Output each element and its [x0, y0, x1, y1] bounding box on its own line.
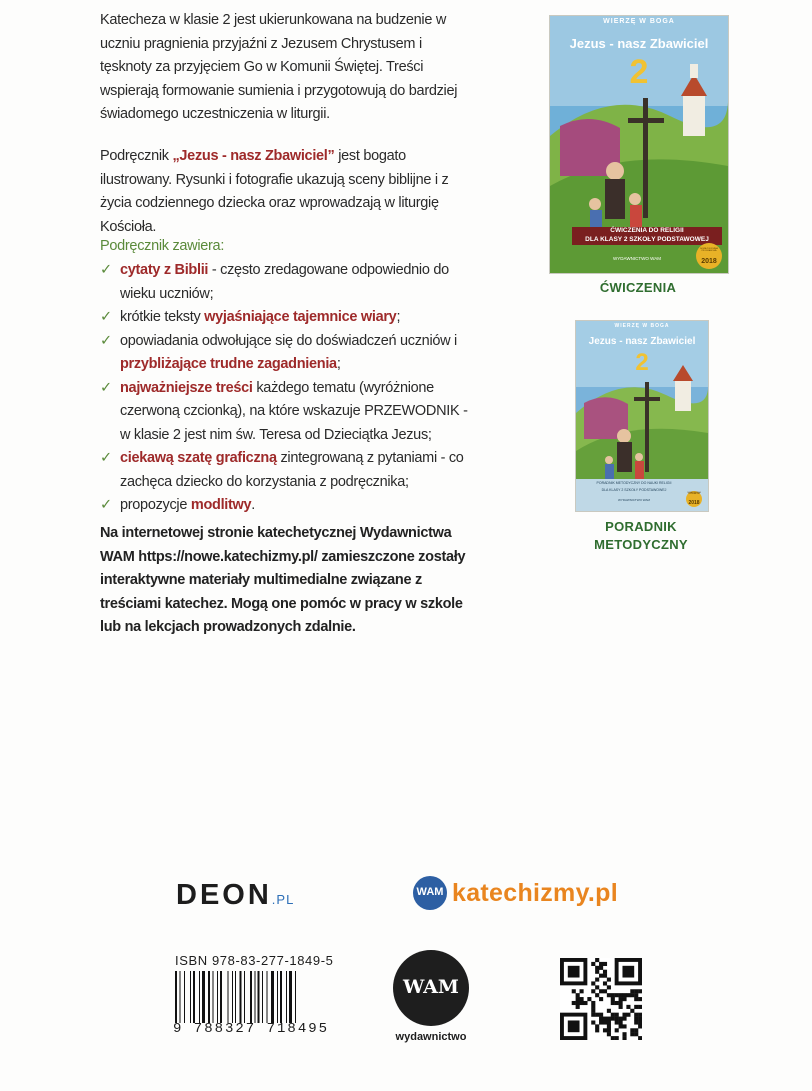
barcode-bar — [232, 971, 233, 1023]
barcode-bar — [244, 971, 245, 1023]
qr-module — [611, 1017, 615, 1021]
teachers-guide-title: Jezus - nasz Zbawiciel — [588, 336, 696, 347]
wam-small-icon-text: WAM — [416, 886, 444, 898]
qr-module — [580, 1001, 584, 1005]
feature-highlight: wyjaśniające tajemnice wiary — [204, 309, 397, 325]
qr-module — [630, 993, 634, 997]
qr-module — [591, 1013, 595, 1017]
workbook-publisher: WYDAWNICTWO WAM — [613, 256, 661, 261]
workbook-caption: ĆWICZENIA — [599, 280, 677, 295]
barcode-bar — [289, 971, 292, 1023]
qr-module — [607, 1028, 611, 1032]
qr-module — [599, 997, 603, 1001]
workbook-band-2: DLA KLASY 2 SZKOŁY PODSTAWOWEJ — [585, 236, 709, 243]
qr-module — [591, 1020, 595, 1024]
barcode-bar — [190, 971, 191, 1023]
checkmark-icon: ✓ — [100, 309, 112, 325]
qr-module — [619, 1017, 623, 1021]
qr-module — [634, 989, 638, 993]
feature-text: ; — [336, 356, 341, 372]
qr-module — [595, 1028, 599, 1032]
qr-module — [576, 993, 580, 997]
qr-module — [634, 1013, 638, 1017]
checkmark-icon: ✓ — [100, 497, 112, 513]
teachers-guide-band-1: PORADNIK METODYCZNY DO NAUKI RELIGII — [596, 481, 672, 485]
qr-module — [607, 1017, 611, 1021]
qr-module — [595, 985, 599, 989]
barcode-bar — [213, 971, 214, 1023]
wam-logo — [393, 950, 469, 1026]
qr-module — [595, 978, 599, 982]
qr-module — [634, 1032, 638, 1036]
barcode-bar — [255, 971, 256, 1023]
deon-logo-suffix: .PL — [271, 892, 295, 907]
qr-module — [619, 997, 623, 1001]
qr-module — [638, 997, 642, 1001]
katechizmy-logo-text: katechizmy.pl — [452, 879, 618, 907]
qr-module — [619, 1024, 623, 1028]
teachers-guide-badge-text: NOWA PODSTAWA PROGRAMOWA — [687, 493, 701, 495]
qr-module — [611, 993, 615, 997]
qr-module — [630, 989, 634, 993]
workbook-badge-text: NOWA PODSTAWA PROGRAMOWA — [700, 248, 718, 252]
isbn-barcode — [175, 971, 335, 1023]
feature-item — [100, 494, 470, 518]
barcode-bar — [262, 971, 263, 1023]
barcode-bar — [280, 971, 282, 1023]
qr-module — [580, 989, 584, 993]
barcode-bar — [202, 971, 205, 1023]
qr-module — [626, 1013, 630, 1017]
qr-module — [591, 962, 595, 966]
barcode-bar — [286, 971, 287, 1023]
qr-module — [607, 978, 611, 982]
qr-module — [626, 993, 630, 997]
wam-logo-label: wydawnictwo — [395, 1031, 467, 1043]
qr-module — [599, 1013, 603, 1017]
qr-module — [607, 1024, 611, 1028]
qr-module — [638, 1005, 642, 1009]
teachers-guide-number: 2 — [635, 349, 649, 376]
qr-module — [630, 1032, 634, 1036]
qr-module — [622, 1032, 626, 1036]
qr-module — [599, 1017, 603, 1021]
qr-module — [599, 1020, 603, 1024]
qr-module — [634, 993, 638, 997]
barcode-bar — [175, 971, 177, 1023]
qr-module — [638, 1013, 642, 1017]
qr-module — [615, 1017, 619, 1021]
qr-module — [615, 1036, 619, 1040]
barcode-bar — [271, 971, 274, 1023]
qr-module — [595, 993, 599, 997]
qr-module — [619, 1020, 623, 1024]
qr-module — [599, 966, 603, 970]
qr-module — [626, 1005, 630, 1009]
barcode-bar — [258, 971, 260, 1023]
qr-module — [603, 989, 607, 993]
qr-module — [595, 966, 599, 970]
workbook-title: Jezus - nasz Zbawiciel — [569, 36, 709, 51]
qr-module — [568, 966, 580, 978]
qr-code — [560, 958, 642, 1040]
features-list — [100, 259, 470, 518]
barcode-bar — [228, 971, 229, 1023]
qr-module — [599, 989, 603, 993]
qr-module — [615, 1020, 619, 1024]
features-heading: Podręcznik zawiera: — [100, 238, 225, 254]
qr-module — [634, 997, 638, 1001]
qr-module — [603, 1028, 607, 1032]
textbook-description-after: jest bogato ilustrowany. Rysunki i fotografie ukazują sceny biblijne i z życia codziennego dziecka oraz wprowadzają w liturgię Kościoła. — [100, 148, 449, 235]
qr-module — [634, 1005, 638, 1009]
barcode-bar — [208, 971, 210, 1023]
qr-module — [576, 997, 580, 1001]
feature-highlight: przybliżające trudne zagadnienia — [120, 356, 337, 372]
qr-module — [622, 993, 626, 997]
feature-item — [100, 306, 470, 330]
qr-module — [619, 1001, 623, 1005]
teachers-guide-publisher: WYDAWNICTWO WAM — [618, 498, 650, 502]
qr-module — [611, 997, 615, 1001]
teachers-guide-cover — [575, 320, 709, 512]
qr-module — [622, 1024, 626, 1028]
workbook-band-1: ĆWICZENIA DO RELIGII — [610, 227, 684, 234]
barcode-bar — [277, 971, 278, 1023]
barcode-bar — [180, 971, 181, 1023]
feature-highlight: ciekawą szatę graficzną — [120, 450, 277, 466]
qr-module — [615, 1028, 619, 1032]
qr-module — [607, 1032, 611, 1036]
barcode-bar — [193, 971, 195, 1023]
feature-highlight: najważniejsze treści — [120, 379, 253, 396]
feature-highlight: modlitwy — [190, 497, 252, 513]
qr-module — [630, 1028, 634, 1032]
qr-module — [603, 981, 607, 985]
qr-module — [599, 974, 603, 978]
qr-module — [603, 962, 607, 966]
qr-module — [622, 966, 634, 978]
qr-module — [638, 1020, 642, 1024]
barcode-bar — [217, 971, 218, 1023]
qr-module — [634, 1020, 638, 1024]
qr-module — [591, 1005, 595, 1009]
barcode-bar — [235, 971, 236, 1023]
qr-module — [611, 1013, 615, 1017]
textbook-description — [100, 145, 470, 239]
feature-item — [100, 447, 470, 494]
qr-module — [580, 997, 584, 1001]
isbn-label: ISBN 978-83-277-1849-5 — [175, 953, 334, 968]
checkmark-icon: ✓ — [100, 379, 112, 396]
barcode-bar — [295, 971, 296, 1023]
feature-text: - często zredagowane odpowiednio do wieku uczniów; — [120, 262, 449, 302]
barcode-bar — [220, 971, 222, 1023]
feature-text: ; — [396, 309, 401, 325]
qr-module — [587, 997, 591, 1001]
qr-module — [622, 1013, 626, 1017]
qr-module — [591, 1009, 595, 1013]
qr-module — [607, 1020, 611, 1024]
qr-module — [576, 1001, 580, 1005]
qr-module — [583, 1001, 587, 1005]
wam-logo-text: WAM — [403, 976, 459, 998]
feature-text: opowiadania odwołujące się do doświadczeń uczniów i — [120, 332, 457, 349]
online-materials-note: Na internetowej stronie katechetycznej Wydawnictwa WAM https://nowe.katechizmy.pl/ zamieszczone zostały interaktywne materiały multimedialne związane z treściami katechez. Mogą one pomóc w pracy w szkole lub na lekcjach prowadzonych zdalnie. — [100, 525, 466, 635]
qr-module — [638, 989, 642, 993]
qr-module — [595, 1013, 599, 1017]
qr-module — [611, 1036, 615, 1040]
qr-module — [599, 962, 603, 966]
feature-text: . — [251, 497, 256, 513]
checkmark-icon: ✓ — [100, 450, 112, 466]
qr-module — [630, 1009, 634, 1013]
feature-text: propozycje — [120, 497, 191, 513]
qr-module — [595, 958, 599, 962]
qr-module — [634, 1028, 638, 1032]
barcode-bar — [199, 971, 200, 1023]
intro-paragraph: Katecheza w klasie 2 jest ukierunkowana na budzenie w uczniu pragnienia przyjaźni z Jezusem Chrystusem i tęsknoty za przyjęciem Go w Komunii Świętej. Treści wspierają formowanie sumienia i przygotowują do bardziej świadomego uczestniczenia w liturgii. — [100, 12, 458, 122]
textbook-description-before: Podręcznik — [100, 148, 173, 164]
qr-module — [603, 974, 607, 978]
qr-module — [572, 989, 576, 993]
qr-module — [603, 1017, 607, 1021]
qr-module — [603, 1020, 607, 1024]
qr-module — [607, 985, 611, 989]
qr-module — [638, 1017, 642, 1021]
feature-text: każdego tematu (wyróżnione czerwoną czcionką), na które wskazuje PRZEWODNIK - w klasie 2 jest nim św. Teresa od Dzieciątka Jezus; — [120, 379, 468, 443]
teachers-guide-series: WIERZĘ W BOGA — [614, 323, 670, 329]
qr-module — [568, 1020, 580, 1032]
workbook-cover — [549, 15, 729, 274]
qr-module — [595, 1024, 599, 1028]
qr-module — [622, 997, 626, 1001]
qr-module — [591, 981, 595, 985]
feature-text: zintegrowaną z pytaniami - co zachęca dziecko do korzystania z podręcznika; — [120, 450, 464, 490]
qr-module — [611, 1001, 615, 1005]
qr-module — [619, 1005, 623, 1009]
barcode-bar — [267, 971, 268, 1023]
deon-logo-text: DEON — [176, 879, 272, 911]
qr-module — [622, 1017, 626, 1021]
barcode-bar — [240, 971, 242, 1023]
qr-module — [615, 1013, 619, 1017]
qr-module — [619, 993, 623, 997]
checkmark-icon: ✓ — [100, 332, 112, 349]
qr-module — [607, 993, 611, 997]
deon-logo — [176, 879, 294, 912]
qr-module — [638, 1024, 642, 1028]
qr-module — [615, 1001, 619, 1005]
feature-item — [100, 330, 470, 377]
barcode-bar — [250, 971, 252, 1023]
workbook-series: WIERZĘ W BOGA — [603, 18, 675, 25]
barcode-digits: 9 788327 718495 — [173, 1021, 330, 1037]
qr-module — [591, 989, 595, 993]
qr-module — [572, 1001, 576, 1005]
teachers-guide-band-2: DLA KLASY 2 SZKOŁY PODSTAWOWEJ — [601, 488, 667, 492]
qr-module — [607, 1009, 611, 1013]
feature-item — [100, 377, 470, 448]
qr-module — [595, 970, 599, 974]
qr-module — [638, 1036, 642, 1040]
workbook-badge-year: 2018 — [701, 258, 717, 265]
teachers-guide-caption: PORADNIK METODYCZNY — [594, 519, 688, 552]
qr-module — [576, 1005, 580, 1009]
textbook-title: „Jezus - nasz Zbawiciel” — [172, 148, 335, 164]
qr-module — [622, 1036, 626, 1040]
barcode-bar — [184, 971, 185, 1023]
feature-text: krótkie teksty — [120, 309, 205, 325]
feature-highlight: cytaty z Biblii — [120, 262, 209, 278]
qr-module — [615, 993, 619, 997]
qr-module — [603, 970, 607, 974]
workbook-number: 2 — [629, 53, 649, 91]
teachers-guide-badge-year: 2018 — [688, 500, 700, 506]
feature-item — [100, 259, 470, 306]
checkmark-icon: ✓ — [100, 262, 112, 278]
qr-module — [591, 1001, 595, 1005]
qr-module — [634, 1017, 638, 1021]
